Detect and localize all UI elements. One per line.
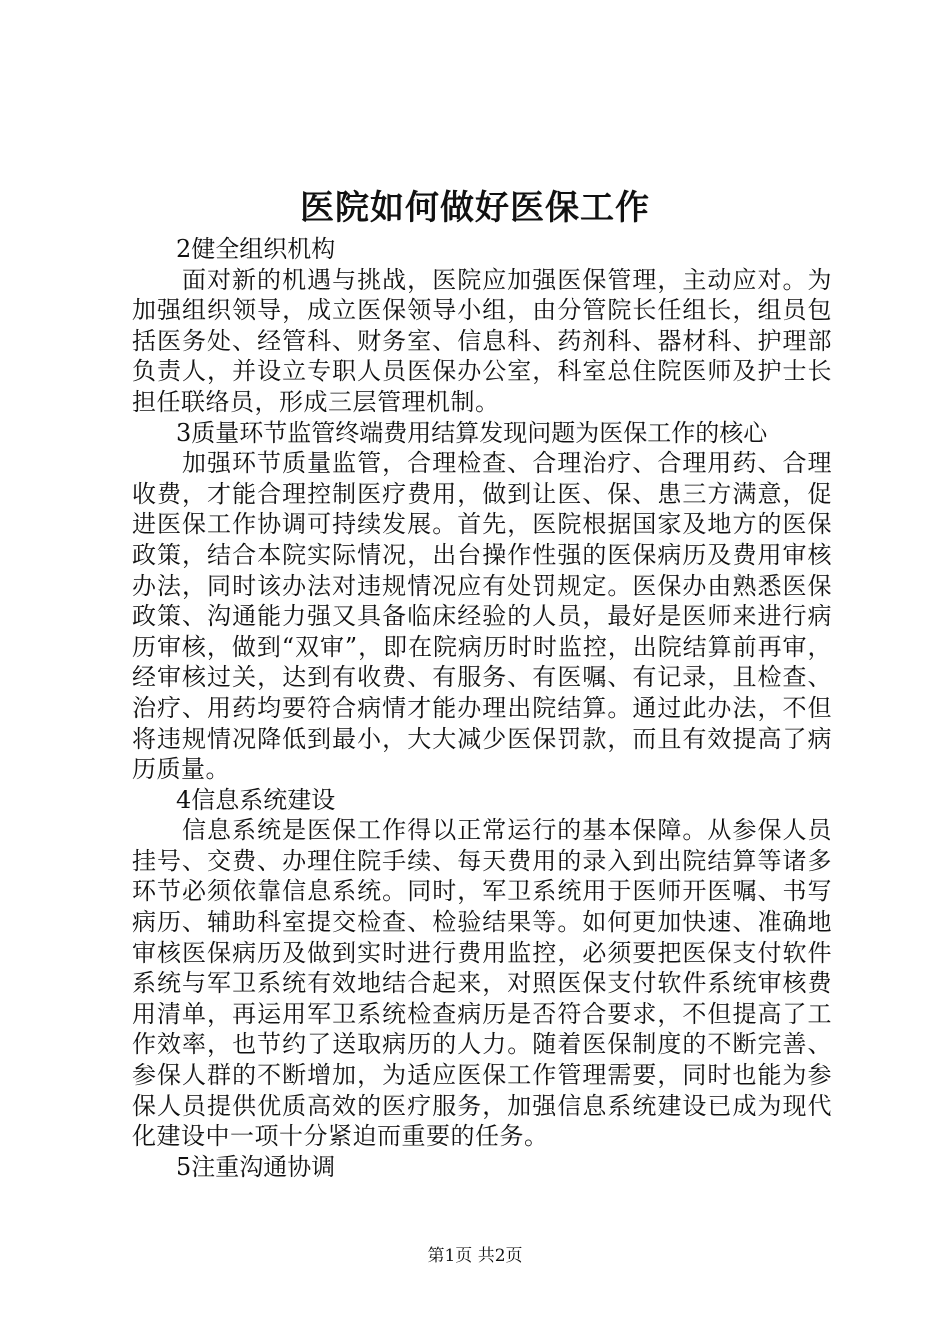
section-heading: 5注重沟通协调 [176,1152,336,1181]
document-body [132,234,832,1182]
section-heading: 2健全组织机构 [176,235,336,263]
section-heading: 3质量环节监管终端费用结算发现问题为医保工作的核心 [176,418,768,447]
section-heading: 4信息系统建设 [176,785,336,814]
section-paragraph: 加强环节质量监管，合理检查、合理治疗、合理用药、合理收费，才能合理控制医疗费用，做到让医、保、患三方满意，促进医保工作协调可持续发展。首先，医院根据国家及地方的医保政策，结合本院实际情况，出台操作性强的医保病历及费用审核办法，同时该办法对违规情况应有处罚规定。医保办由熟悉医保政策、沟通能力强又具备临床经验的人员，最好是医师来进行病历审核，做到“双审”，即在院病历时时监控，出院结算前再审，经审核过关，达到有收费、有服务、有医嘱、有记录，且检查、治疗、用药均要符合病情才能办理出院结算。通过此办法，不但将违规情况降低到最小，大大减少医保罚款，而且有效提高了病历质量。 [132,449,832,784]
section-paragraph: 面对新的机遇与挑战，医院应加强医保管理，主动应对。为加强组织领导，成立医保领导小组，由分管院长任组长，组员包括医务处、经管科、财务室、信息科、药剂科、器材科、护理部负责人，并设立专职人员医保办公室，科室总住院医师及护士长担任联络员，形成三层管理机制。 [132,265,832,416]
page-footer: 第1页 共2页 [427,1246,523,1266]
document-title: 医院如何做好医保工作 [300,188,650,228]
section-paragraph: 信息系统是医保工作得以正常运行的基本保障。从参保人员挂号、交费、办理住院手续、每天费用的录入到出院结算等诸多环节必须依靠信息系统。同时，军卫系统用于医师开医嘱、书写病历、辅助科室提交检查、检验结果等。如何更加快速、准确地审核医保病历及做到实时进行费用监控，必须要把医保支付软件系统与军卫系统有效地结合起来，对照医保支付软件系统审核费用清单，再运用军卫系统检查病历是否符合要求，不但提高了工作效率，也节约了送取病历的人力。随着医保制度的不断完善、参保人群的不断增加，为适应医保工作管理需要，同时也能为参保人员提供优质高效的医疗服务，加强信息系统建设已成为现代化建设中一项十分紧迫而重要的任务。 [132,816,832,1151]
